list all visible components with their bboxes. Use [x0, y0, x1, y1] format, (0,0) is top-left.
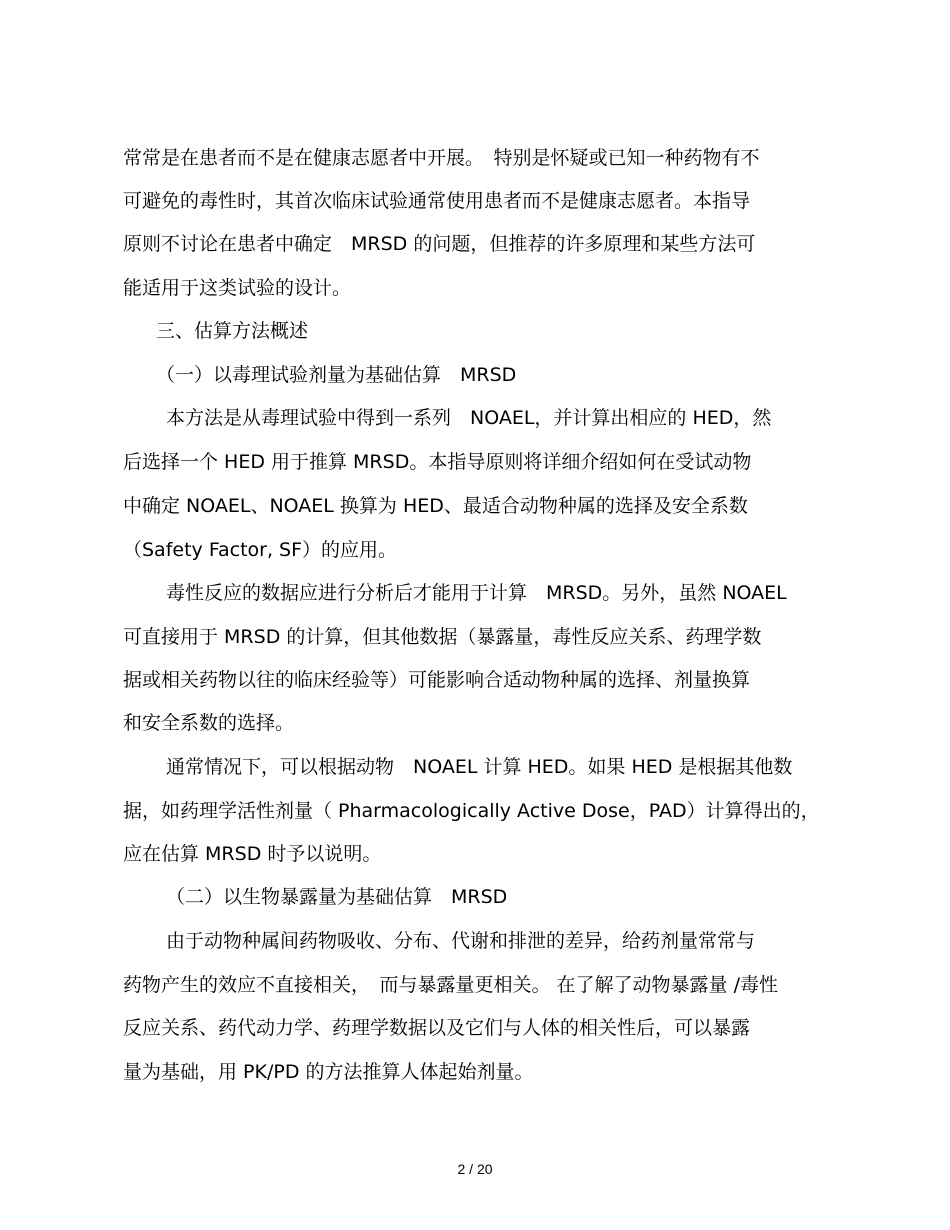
text-line-17: 应在估算 MRSD 时予以说明。 — [123, 843, 382, 865]
text-line-16: 据，如药理学活性剂量（ Pharmacologically Active Dose，PAD）计算得出的， — [123, 800, 820, 822]
subsection-heading-2: （二）以生物暴露量为基础估算 MRSD — [166, 886, 508, 908]
text-line-2: 可避免的毒性时，其首次临床试验通常使用患者而不是健康志愿者。本指导 — [123, 190, 751, 212]
section-heading: 三、估算方法概述 — [156, 320, 309, 342]
text-line-21: 反应关系、药代动力学、药理学数据以及它们与人体的相关性后，可以暴露 — [123, 1017, 751, 1039]
text-line-14: 和安全系数的选择。 — [123, 712, 295, 734]
text-line-20: 药物产生的效应不直接相关， 而与暴露量更相关。 在了解了动物暴露量 /毒性 — [123, 974, 778, 996]
text-line-3: 原则不讨论在患者中确定 MRSD 的问题，但推荐的许多原理和某些方法可 — [123, 233, 756, 255]
text-line-4: 能适用于这类试验的设计。 — [123, 277, 352, 299]
text-line-12: 可直接用于 MRSD 的计算，但其他数据（暴露量，毒性反应关系、药理学数 — [123, 626, 762, 648]
text-line-13: 据或相关药物以往的临床经验等）可能影响合适动物种属的选择、剂量换算 — [123, 669, 751, 691]
text-line-10: （Safety Factor, SF）的应用。 — [123, 539, 398, 561]
text-line-9: 中确定 NOAEL、NOAEL 换算为 HED、最适合动物种属的选择及安全系数 — [123, 495, 748, 517]
text-line-8: 后选择一个 HED 用于推算 MRSD。本指导原则将详细介绍如何在受试动物 — [123, 451, 752, 473]
text-line-7: 本方法是从毒理试验中得到一系列 NOAEL，并计算出相应的 HED，然 — [166, 407, 772, 429]
text-line-1: 常常是在患者而不是在健康志愿者中开展。 特别是怀疑或已知一种药物有不 — [123, 147, 760, 169]
subsection-heading-1: （一）以毒理试验剂量为基础估算 MRSD — [156, 364, 517, 386]
text-line-15: 通常情况下，可以根据动物 NOAEL 计算 HED。如果 HED 是根据其他数 — [166, 756, 793, 778]
text-line-11: 毒性反应的数据应进行分析后才能用于计算 MRSD。另外，虽然 NOAEL — [166, 582, 787, 604]
page-number: 2 / 20 — [457, 1161, 493, 1177]
text-line-22: 量为基础，用 PK/PD 的方法推算人体起始剂量。 — [123, 1061, 534, 1083]
text-line-19: 由于动物种属间药物吸收、分布、代谢和排泄的差异，给药剂量常常与 — [166, 930, 756, 952]
